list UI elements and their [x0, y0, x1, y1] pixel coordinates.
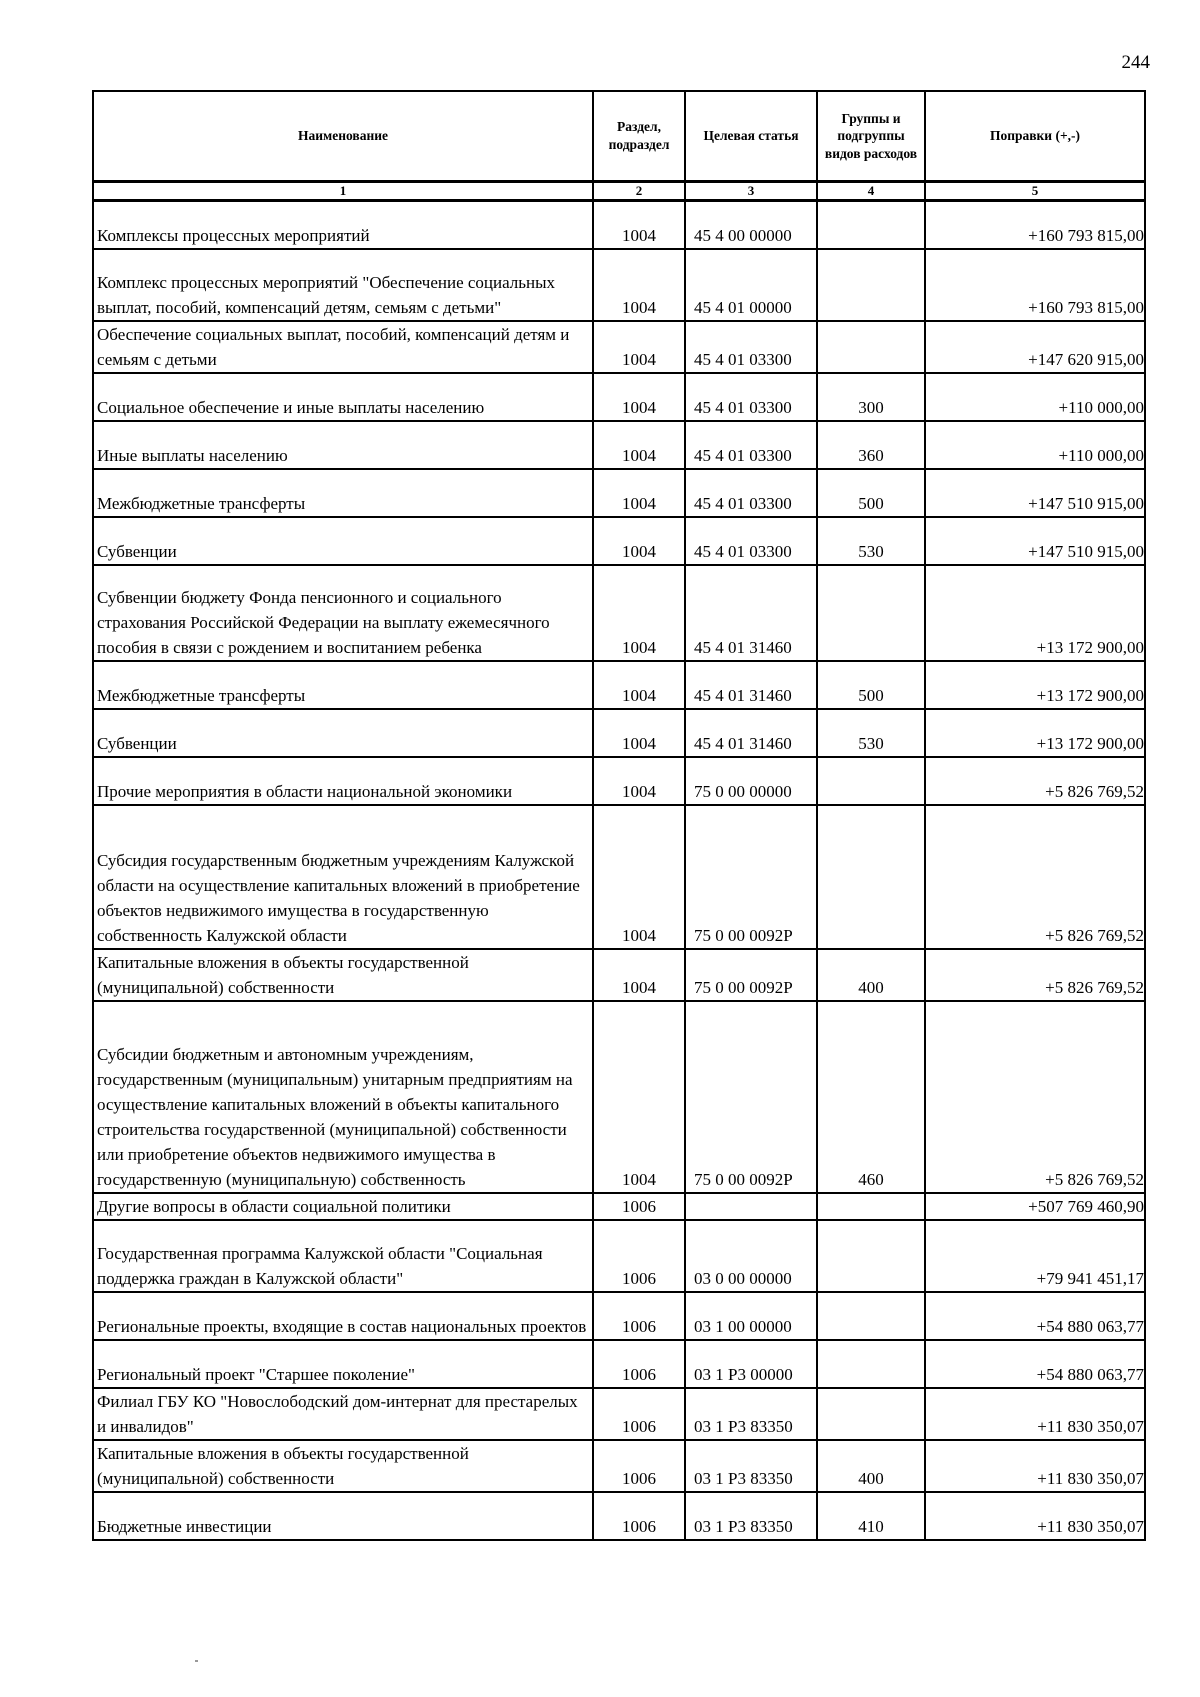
- cell-group: [817, 805, 925, 949]
- cell-article: 45 4 01 03300: [685, 373, 817, 421]
- cell-amount: +11 830 350,07: [925, 1388, 1145, 1440]
- column-number: 1: [93, 182, 593, 201]
- cell-name: Другие вопросы в области социальной политики: [93, 1193, 593, 1220]
- table-row: [93, 1001, 1145, 1193]
- cell-amount: +5 826 769,52: [925, 1001, 1145, 1193]
- cell-group: [817, 1340, 925, 1388]
- cell-name: Бюджетные инвестиции: [93, 1492, 593, 1540]
- table-row: [93, 1193, 1145, 1220]
- cell-name: Капитальные вложения в объекты государственной (муниципальной) собственности: [93, 949, 593, 1001]
- table-row: [93, 1292, 1145, 1340]
- cell-section: 1004: [593, 1001, 685, 1193]
- table-body: [93, 201, 1145, 1540]
- cell-article: 03 1 Р3 00000: [685, 1340, 817, 1388]
- cell-group: [817, 1220, 925, 1292]
- cell-group: 530: [817, 709, 925, 757]
- cell-amount: +54 880 063,77: [925, 1292, 1145, 1340]
- cell-section: 1004: [593, 201, 685, 249]
- cell-name: Субвенции: [93, 517, 593, 565]
- column-number: 4: [817, 182, 925, 201]
- cell-section: 1004: [593, 249, 685, 321]
- cell-section: 1004: [593, 805, 685, 949]
- cell-name: Прочие мероприятия в области национальной экономики: [93, 757, 593, 805]
- cell-group: 500: [817, 661, 925, 709]
- cell-article: 45 4 01 31460: [685, 709, 817, 757]
- cell-section: 1004: [593, 565, 685, 661]
- cell-amount: +5 826 769,52: [925, 949, 1145, 1001]
- cell-amount: +11 830 350,07: [925, 1492, 1145, 1540]
- cell-amount: +79 941 451,17: [925, 1220, 1145, 1292]
- cell-amount: +110 000,00: [925, 373, 1145, 421]
- cell-group: [817, 757, 925, 805]
- table-row: [93, 565, 1145, 661]
- cell-section: 1004: [593, 709, 685, 757]
- budget-table: [92, 90, 1146, 1541]
- cell-amount: +147 510 915,00: [925, 517, 1145, 565]
- cell-article: 45 4 01 00000: [685, 249, 817, 321]
- cell-name: Иные выплаты населению: [93, 421, 593, 469]
- cell-group: 400: [817, 949, 925, 1001]
- table-row: [93, 373, 1145, 421]
- cell-group: [817, 249, 925, 321]
- cell-amount: +5 826 769,52: [925, 757, 1145, 805]
- column-number-row: [93, 182, 1145, 201]
- cell-article: 75 0 00 0092Р: [685, 949, 817, 1001]
- cell-section: 1006: [593, 1492, 685, 1540]
- table-row: [93, 321, 1145, 373]
- cell-name: Региональные проекты, входящие в состав национальных проектов: [93, 1292, 593, 1340]
- cell-amount: +13 172 900,00: [925, 661, 1145, 709]
- cell-article: 75 0 00 0092Р: [685, 1001, 817, 1193]
- cell-article: 03 1 Р3 83350: [685, 1492, 817, 1540]
- cell-article: 45 4 01 03300: [685, 517, 817, 565]
- cell-article: 75 0 00 00000: [685, 757, 817, 805]
- cell-name: Субвенции бюджету Фонда пенсионного и социального страхования Российской Федерации на выплату ежемесячного пособия в связи с рождением и воспитанием ребенка: [93, 565, 593, 661]
- cell-section: 1006: [593, 1292, 685, 1340]
- header-article: Целевая статья: [685, 91, 817, 182]
- scan-speck: [195, 1660, 198, 1662]
- table-row: [93, 1440, 1145, 1492]
- cell-section: 1006: [593, 1440, 685, 1492]
- cell-amount: +160 793 815,00: [925, 249, 1145, 321]
- cell-group: 400: [817, 1440, 925, 1492]
- cell-section: 1004: [593, 469, 685, 517]
- cell-section: 1006: [593, 1388, 685, 1440]
- table-row: [93, 1220, 1145, 1292]
- cell-amount: +110 000,00: [925, 421, 1145, 469]
- header-name: Наименование: [93, 91, 593, 182]
- cell-name: Региональный проект "Старшее поколение": [93, 1340, 593, 1388]
- cell-group: 410: [817, 1492, 925, 1540]
- table-row: [93, 757, 1145, 805]
- table-row: [93, 805, 1145, 949]
- cell-name: Межбюджетные трансферты: [93, 469, 593, 517]
- cell-name: Субвенции: [93, 709, 593, 757]
- cell-section: 1004: [593, 949, 685, 1001]
- cell-section: 1004: [593, 421, 685, 469]
- cell-section: 1006: [593, 1193, 685, 1220]
- cell-article: 45 4 01 31460: [685, 661, 817, 709]
- table-row: [93, 517, 1145, 565]
- table-row: [93, 201, 1145, 249]
- cell-article: [685, 1193, 817, 1220]
- cell-article: 03 1 00 00000: [685, 1292, 817, 1340]
- table-row: [93, 1388, 1145, 1440]
- table-row: [93, 1492, 1145, 1540]
- cell-amount: +11 830 350,07: [925, 1440, 1145, 1492]
- cell-section: 1006: [593, 1340, 685, 1388]
- cell-amount: +147 620 915,00: [925, 321, 1145, 373]
- column-number: 3: [685, 182, 817, 201]
- header-group: Группы и подгруппы видов расходов: [817, 91, 925, 182]
- header-amount: Поправки (+,-): [925, 91, 1145, 182]
- cell-section: 1004: [593, 321, 685, 373]
- cell-article: 03 1 Р3 83350: [685, 1440, 817, 1492]
- cell-article: 45 4 01 03300: [685, 421, 817, 469]
- cell-name: Межбюджетные трансферты: [93, 661, 593, 709]
- column-number: 5: [925, 182, 1145, 201]
- cell-section: 1004: [593, 661, 685, 709]
- cell-article: 45 4 00 00000: [685, 201, 817, 249]
- cell-amount: +5 826 769,52: [925, 805, 1145, 949]
- table-row: [93, 421, 1145, 469]
- cell-name: Социальное обеспечение и иные выплаты населению: [93, 373, 593, 421]
- cell-name: Комплекс процессных мероприятий "Обеспечение социальных выплат, пособий, компенсаций детям, семьям с детьми": [93, 249, 593, 321]
- cell-section: 1004: [593, 757, 685, 805]
- cell-name: Субсидии бюджетным и автономным учреждениям, государственным (муниципальным) унитарным предприятиям на осуществление капитальных вложений в объекты капитального строительства государственной (муниципальной) собственности или приобретение объектов недвижимого имущества в государственную (муниципальную) собственность: [93, 1001, 593, 1193]
- cell-article: 03 0 00 00000: [685, 1220, 817, 1292]
- cell-group: 500: [817, 469, 925, 517]
- cell-name: Обеспечение социальных выплат, пособий, компенсаций детям и семьям с детьми: [93, 321, 593, 373]
- cell-name: Комплексы процессных мероприятий: [93, 201, 593, 249]
- column-number: 2: [593, 182, 685, 201]
- header-row: [93, 91, 1145, 182]
- cell-group: [817, 1388, 925, 1440]
- cell-name: Филиал ГБУ КО "Новослободский дом-интернат для престарелых и инвалидов": [93, 1388, 593, 1440]
- cell-article: 75 0 00 0092Р: [685, 805, 817, 949]
- cell-group: 460: [817, 1001, 925, 1193]
- cell-amount: +160 793 815,00: [925, 201, 1145, 249]
- cell-name: Капитальные вложения в объекты государственной (муниципальной) собственности: [93, 1440, 593, 1492]
- page-number: 244: [1121, 52, 1150, 73]
- cell-group: [817, 1193, 925, 1220]
- cell-amount: +13 172 900,00: [925, 565, 1145, 661]
- cell-group: 300: [817, 373, 925, 421]
- cell-amount: +147 510 915,00: [925, 469, 1145, 517]
- cell-group: 360: [817, 421, 925, 469]
- table-row: [93, 661, 1145, 709]
- cell-group: [817, 201, 925, 249]
- cell-article: 45 4 01 03300: [685, 469, 817, 517]
- cell-amount: +507 769 460,90: [925, 1193, 1145, 1220]
- cell-group: [817, 1292, 925, 1340]
- cell-article: 03 1 Р3 83350: [685, 1388, 817, 1440]
- cell-name: Субсидия государственным бюджетным учреждениям Калужской области на осуществление капитальных вложений в приобретение объектов недвижимого имущества в государственную собственность Калужской области: [93, 805, 593, 949]
- cell-group: [817, 565, 925, 661]
- cell-section: 1004: [593, 517, 685, 565]
- cell-amount: +54 880 063,77: [925, 1340, 1145, 1388]
- cell-article: 45 4 01 31460: [685, 565, 817, 661]
- table-row: [93, 709, 1145, 757]
- table-row: [93, 1340, 1145, 1388]
- cell-section: 1006: [593, 1220, 685, 1292]
- cell-amount: +13 172 900,00: [925, 709, 1145, 757]
- table-row: [93, 249, 1145, 321]
- cell-section: 1004: [593, 373, 685, 421]
- table-row: [93, 469, 1145, 517]
- cell-article: 45 4 01 03300: [685, 321, 817, 373]
- cell-group: [817, 321, 925, 373]
- header-section: Раздел, подраздел: [593, 91, 685, 182]
- table-row: [93, 949, 1145, 1001]
- cell-name: Государственная программа Калужской области "Социальная поддержка граждан в Калужской области": [93, 1220, 593, 1292]
- cell-group: 530: [817, 517, 925, 565]
